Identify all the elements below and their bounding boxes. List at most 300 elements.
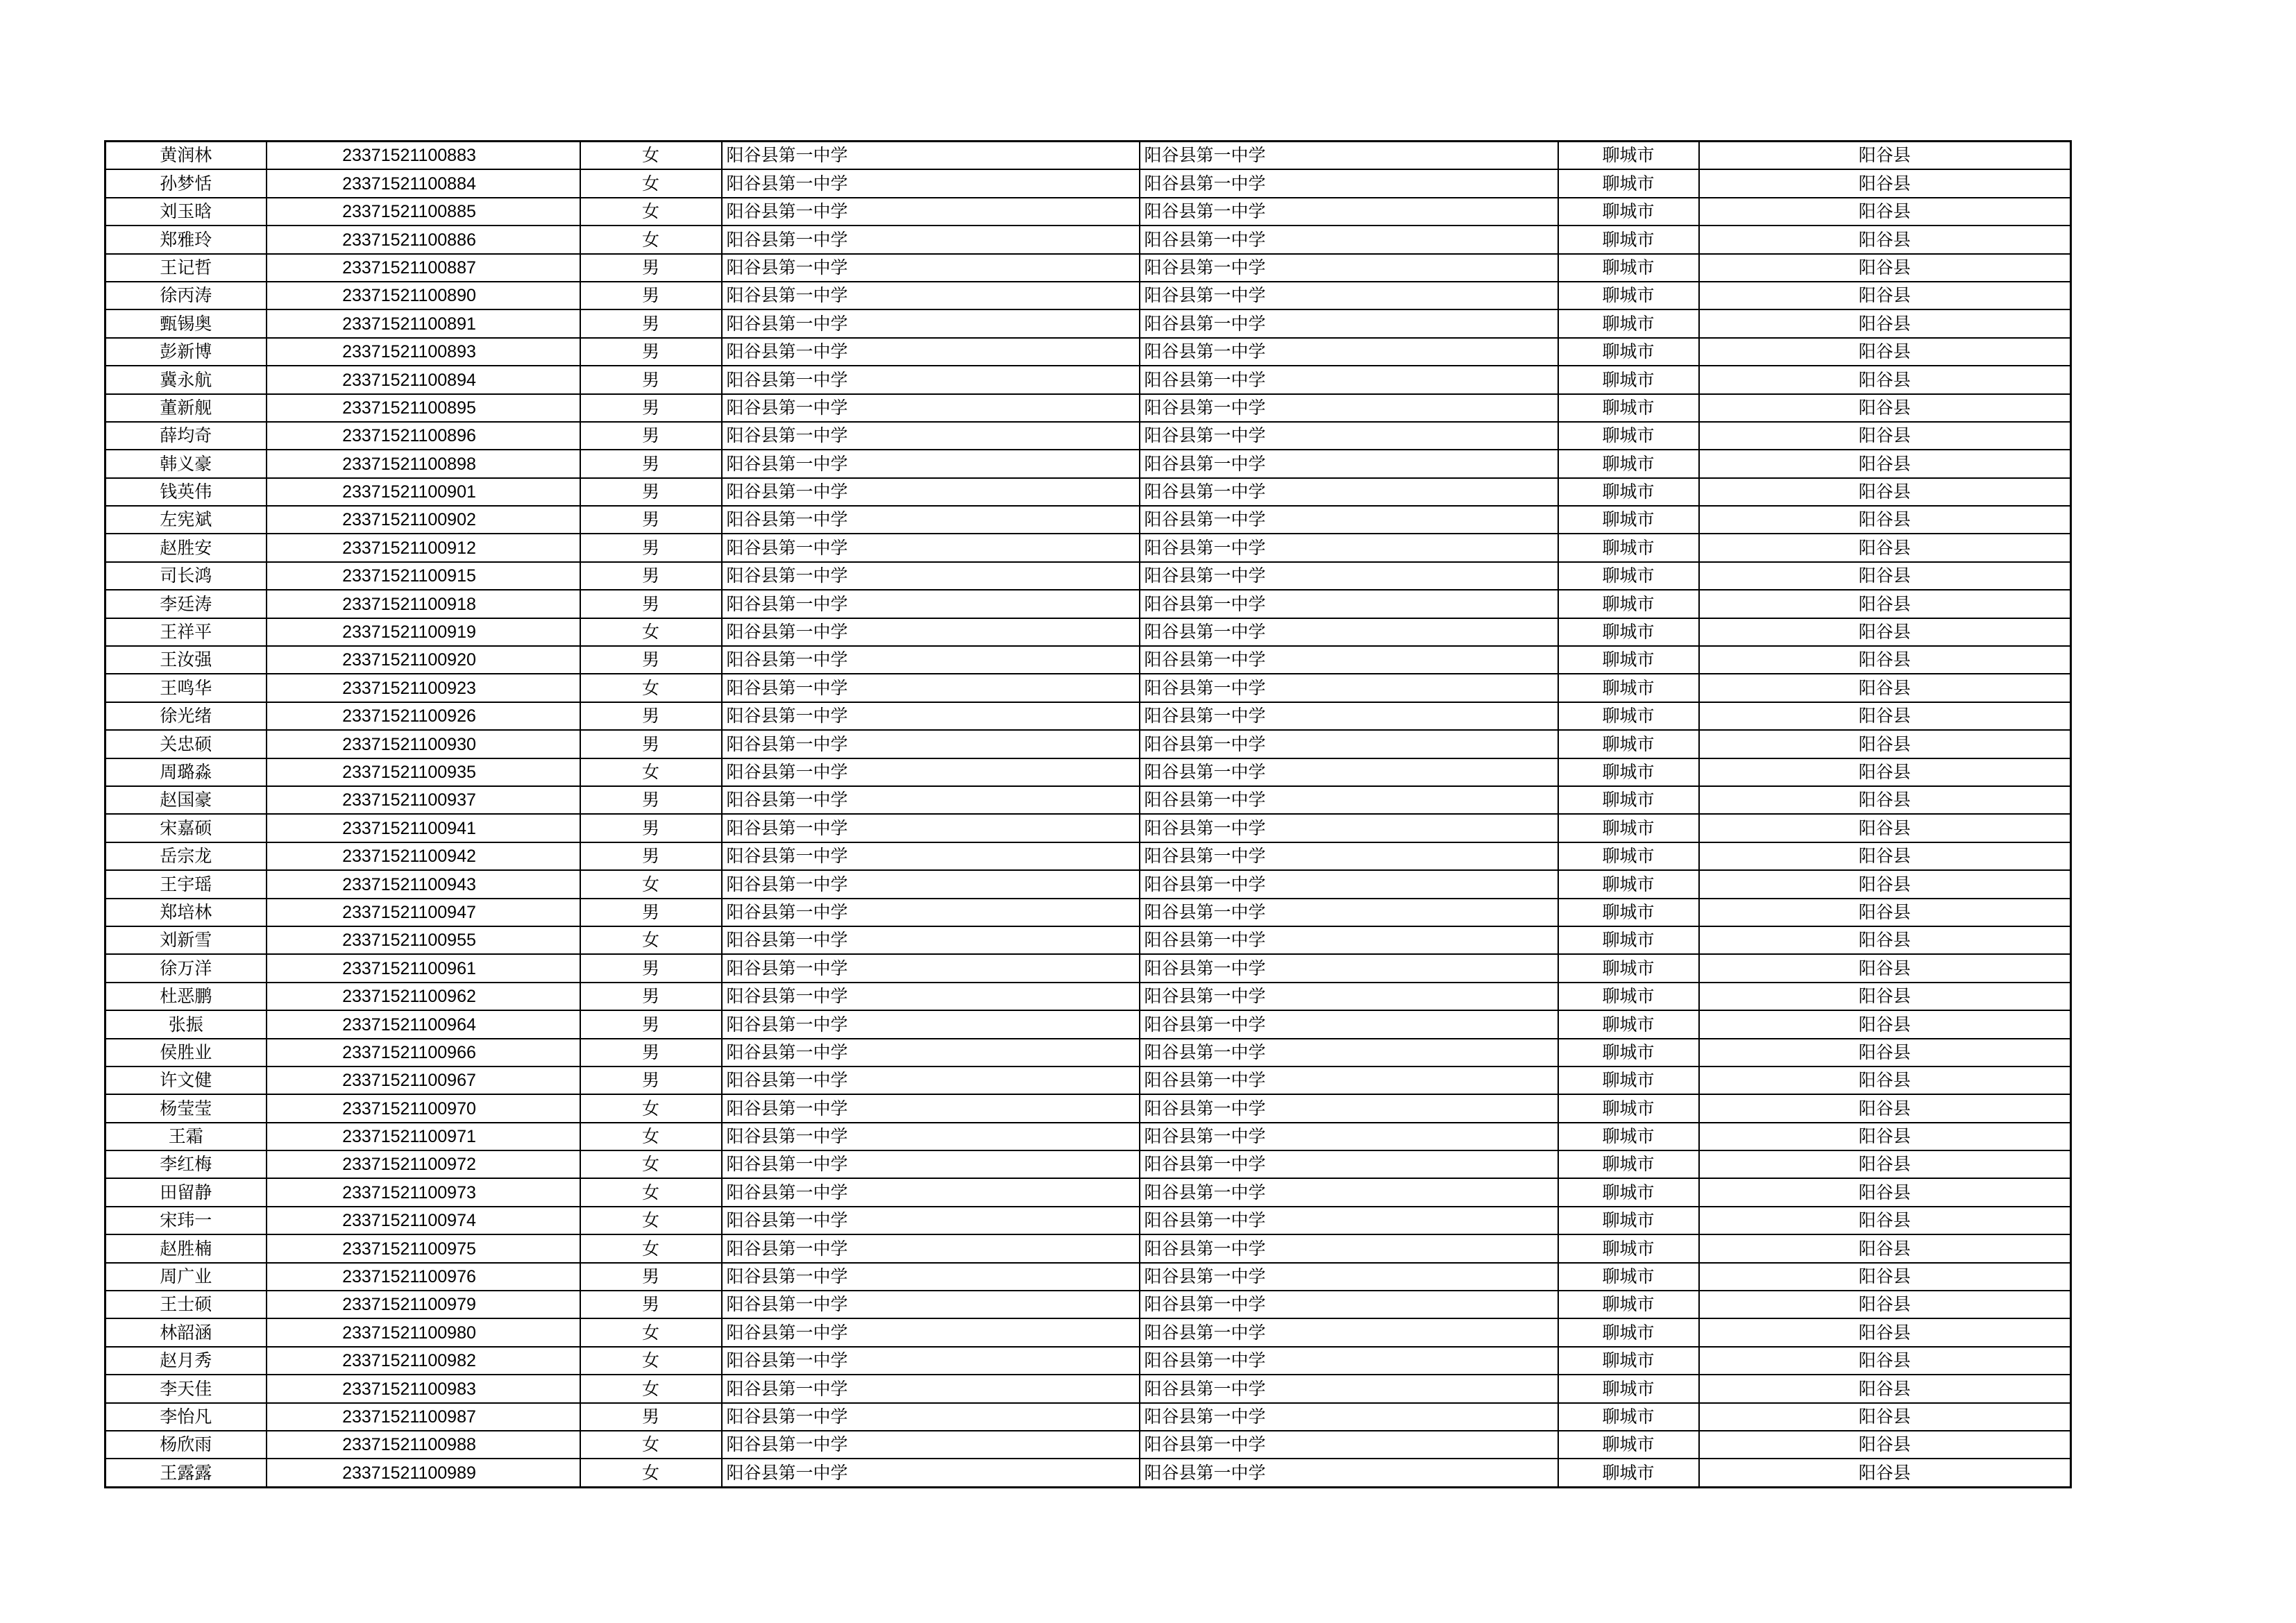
cell-name: 杨莹莹 xyxy=(105,1094,267,1122)
cell-school-2: 阳谷县第一中学 xyxy=(1140,1347,1558,1375)
table-row xyxy=(105,702,2071,730)
table-row xyxy=(105,394,2071,422)
cell-city: 聊城市 xyxy=(1558,618,1699,646)
cell-school-2: 阳谷县第一中学 xyxy=(1140,198,1558,226)
cell-school-2: 阳谷县第一中学 xyxy=(1140,590,1558,618)
cell-school: 阳谷县第一中学 xyxy=(722,1347,1140,1375)
cell-school-2: 阳谷县第一中学 xyxy=(1140,562,1558,590)
cell-exam-id: 23371521100971 xyxy=(267,1123,580,1150)
cell-city: 聊城市 xyxy=(1558,366,1699,393)
cell-gender: 女 xyxy=(580,1318,722,1346)
cell-gender: 男 xyxy=(580,786,722,814)
cell-exam-id: 23371521100896 xyxy=(267,422,580,450)
cell-exam-id: 23371521100893 xyxy=(267,338,580,366)
cell-school: 阳谷县第一中学 xyxy=(722,618,1140,646)
cell-county: 阳谷县 xyxy=(1699,646,2071,674)
cell-school-2: 阳谷县第一中学 xyxy=(1140,814,1558,842)
cell-school: 阳谷县第一中学 xyxy=(722,226,1140,253)
cell-school: 阳谷县第一中学 xyxy=(722,394,1140,422)
cell-county: 阳谷县 xyxy=(1699,1123,2071,1150)
cell-exam-id: 23371521100970 xyxy=(267,1094,580,1122)
cell-name: 赵胜安 xyxy=(105,534,267,561)
cell-name: 徐万洋 xyxy=(105,954,267,982)
cell-county: 阳谷县 xyxy=(1699,954,2071,982)
cell-city: 聊城市 xyxy=(1558,1347,1699,1375)
cell-gender: 男 xyxy=(580,590,722,618)
cell-name: 李天佳 xyxy=(105,1375,267,1402)
cell-county: 阳谷县 xyxy=(1699,1150,2071,1178)
cell-exam-id: 23371521100902 xyxy=(267,506,580,534)
cell-exam-id: 23371521100895 xyxy=(267,394,580,422)
cell-county: 阳谷县 xyxy=(1699,1207,2071,1234)
cell-school-2: 阳谷县第一中学 xyxy=(1140,394,1558,422)
cell-city: 聊城市 xyxy=(1558,198,1699,226)
cell-name: 王露露 xyxy=(105,1459,267,1487)
cell-exam-id: 23371521100989 xyxy=(267,1459,580,1487)
cell-name: 李怡凡 xyxy=(105,1403,267,1431)
table-row xyxy=(105,842,2071,870)
cell-gender: 男 xyxy=(580,954,722,982)
cell-gender: 男 xyxy=(580,983,722,1010)
cell-school: 阳谷县第一中学 xyxy=(722,198,1140,226)
cell-school-2: 阳谷县第一中学 xyxy=(1140,450,1558,477)
cell-school-2: 阳谷县第一中学 xyxy=(1140,534,1558,561)
cell-county: 阳谷县 xyxy=(1699,366,2071,393)
cell-name: 冀永航 xyxy=(105,366,267,393)
cell-exam-id: 23371521100926 xyxy=(267,702,580,730)
cell-school: 阳谷县第一中学 xyxy=(722,1010,1140,1038)
cell-gender: 女 xyxy=(580,1431,722,1459)
cell-gender: 女 xyxy=(580,618,722,646)
cell-school: 阳谷县第一中学 xyxy=(722,1094,1140,1122)
cell-gender: 女 xyxy=(580,674,722,702)
cell-exam-id: 23371521100964 xyxy=(267,1010,580,1038)
cell-school: 阳谷县第一中学 xyxy=(722,1459,1140,1487)
cell-city: 聊城市 xyxy=(1558,506,1699,534)
cell-gender: 男 xyxy=(580,1010,722,1038)
cell-county: 阳谷县 xyxy=(1699,842,2071,870)
cell-county: 阳谷县 xyxy=(1699,142,2071,170)
cell-city: 聊城市 xyxy=(1558,758,1699,786)
cell-exam-id: 23371521100937 xyxy=(267,786,580,814)
cell-exam-id: 23371521100943 xyxy=(267,870,580,898)
cell-school-2: 阳谷县第一中学 xyxy=(1140,842,1558,870)
cell-school-2: 阳谷县第一中学 xyxy=(1140,758,1558,786)
cell-school-2: 阳谷县第一中学 xyxy=(1140,1207,1558,1234)
cell-school-2: 阳谷县第一中学 xyxy=(1140,1150,1558,1178)
cell-gender: 女 xyxy=(580,1150,722,1178)
table-row xyxy=(105,226,2071,253)
cell-school: 阳谷县第一中学 xyxy=(722,1150,1140,1178)
cell-school: 阳谷县第一中学 xyxy=(722,142,1140,170)
cell-school-2: 阳谷县第一中学 xyxy=(1140,702,1558,730)
cell-name: 岳宗龙 xyxy=(105,842,267,870)
cell-city: 聊城市 xyxy=(1558,282,1699,309)
cell-city: 聊城市 xyxy=(1558,702,1699,730)
cell-name: 徐丙涛 xyxy=(105,282,267,309)
table-row xyxy=(105,618,2071,646)
cell-exam-id: 23371521100885 xyxy=(267,198,580,226)
cell-county: 阳谷县 xyxy=(1699,1291,2071,1318)
table-row xyxy=(105,422,2071,450)
cell-school: 阳谷县第一中学 xyxy=(722,1291,1140,1318)
cell-exam-id: 23371521100979 xyxy=(267,1291,580,1318)
table-row xyxy=(105,506,2071,534)
cell-county: 阳谷县 xyxy=(1699,422,2071,450)
cell-county: 阳谷县 xyxy=(1699,926,2071,954)
table-row xyxy=(105,674,2071,702)
cell-school: 阳谷县第一中学 xyxy=(722,1431,1140,1459)
table-row xyxy=(105,1263,2071,1291)
cell-city: 聊城市 xyxy=(1558,1318,1699,1346)
cell-gender: 男 xyxy=(580,562,722,590)
cell-name: 王霜 xyxy=(105,1123,267,1150)
cell-exam-id: 23371521100915 xyxy=(267,562,580,590)
cell-county: 阳谷县 xyxy=(1699,198,2071,226)
cell-name: 薛均奇 xyxy=(105,422,267,450)
cell-exam-id: 23371521100947 xyxy=(267,899,580,926)
cell-city: 聊城市 xyxy=(1558,1094,1699,1122)
cell-county: 阳谷县 xyxy=(1699,786,2071,814)
table-row xyxy=(105,926,2071,954)
cell-name: 郑培林 xyxy=(105,899,267,926)
table-row xyxy=(105,1123,2071,1150)
cell-school-2: 阳谷县第一中学 xyxy=(1140,1178,1558,1206)
cell-school-2: 阳谷县第一中学 xyxy=(1140,899,1558,926)
cell-school: 阳谷县第一中学 xyxy=(722,1375,1140,1402)
cell-gender: 男 xyxy=(580,814,722,842)
table-row xyxy=(105,169,2071,197)
cell-name: 李廷涛 xyxy=(105,590,267,618)
cell-gender: 女 xyxy=(580,1123,722,1150)
cell-county: 阳谷县 xyxy=(1699,478,2071,506)
cell-school: 阳谷县第一中学 xyxy=(722,646,1140,674)
cell-school-2: 阳谷县第一中学 xyxy=(1140,1039,1558,1067)
cell-gender: 女 xyxy=(580,226,722,253)
cell-school: 阳谷县第一中学 xyxy=(722,870,1140,898)
cell-school: 阳谷县第一中学 xyxy=(722,1318,1140,1346)
cell-gender: 女 xyxy=(580,198,722,226)
table-row xyxy=(105,814,2071,842)
cell-county: 阳谷县 xyxy=(1699,983,2071,1010)
cell-county: 阳谷县 xyxy=(1699,1178,2071,1206)
cell-school: 阳谷县第一中学 xyxy=(722,478,1140,506)
table-row xyxy=(105,730,2071,758)
cell-county: 阳谷县 xyxy=(1699,254,2071,282)
cell-school: 阳谷县第一中学 xyxy=(722,1123,1140,1150)
cell-county: 阳谷县 xyxy=(1699,562,2071,590)
table-row xyxy=(105,758,2071,786)
cell-city: 聊城市 xyxy=(1558,954,1699,982)
cell-school-2: 阳谷县第一中学 xyxy=(1140,366,1558,393)
cell-gender: 女 xyxy=(580,169,722,197)
cell-city: 聊城市 xyxy=(1558,590,1699,618)
cell-gender: 女 xyxy=(580,1094,722,1122)
cell-city: 聊城市 xyxy=(1558,169,1699,197)
table-row xyxy=(105,366,2071,393)
cell-exam-id: 23371521100975 xyxy=(267,1234,580,1262)
cell-gender: 男 xyxy=(580,478,722,506)
cell-name: 林韶涵 xyxy=(105,1318,267,1346)
cell-school: 阳谷县第一中学 xyxy=(722,786,1140,814)
cell-name: 彭新博 xyxy=(105,338,267,366)
table-row xyxy=(105,282,2071,309)
student-table xyxy=(104,140,2072,1488)
cell-city: 聊城市 xyxy=(1558,226,1699,253)
table-row xyxy=(105,1431,2071,1459)
cell-school-2: 阳谷县第一中学 xyxy=(1140,786,1558,814)
cell-gender: 男 xyxy=(580,282,722,309)
cell-city: 聊城市 xyxy=(1558,646,1699,674)
cell-exam-id: 23371521100891 xyxy=(267,309,580,337)
cell-gender: 男 xyxy=(580,422,722,450)
cell-gender: 男 xyxy=(580,309,722,337)
cell-county: 阳谷县 xyxy=(1699,1375,2071,1402)
cell-name: 司长鸿 xyxy=(105,562,267,590)
cell-name: 王汝强 xyxy=(105,646,267,674)
table-row xyxy=(105,562,2071,590)
cell-gender: 女 xyxy=(580,926,722,954)
cell-school-2: 阳谷县第一中学 xyxy=(1140,282,1558,309)
table-row xyxy=(105,1375,2071,1402)
cell-name: 甄锡奥 xyxy=(105,309,267,337)
cell-city: 聊城市 xyxy=(1558,1150,1699,1178)
table-row xyxy=(105,1010,2071,1038)
cell-school: 阳谷县第一中学 xyxy=(722,254,1140,282)
cell-name: 宋玮一 xyxy=(105,1207,267,1234)
cell-school-2: 阳谷县第一中学 xyxy=(1140,169,1558,197)
cell-gender: 男 xyxy=(580,338,722,366)
cell-gender: 女 xyxy=(580,1459,722,1487)
cell-school-2: 阳谷县第一中学 xyxy=(1140,983,1558,1010)
cell-school: 阳谷县第一中学 xyxy=(722,758,1140,786)
cell-name: 杜恶鹏 xyxy=(105,983,267,1010)
cell-school: 阳谷县第一中学 xyxy=(722,1403,1140,1431)
table-row xyxy=(105,1318,2071,1346)
cell-school: 阳谷县第一中学 xyxy=(722,562,1140,590)
cell-city: 聊城市 xyxy=(1558,674,1699,702)
cell-gender: 女 xyxy=(580,1375,722,1402)
cell-school: 阳谷县第一中学 xyxy=(722,926,1140,954)
cell-school-2: 阳谷县第一中学 xyxy=(1140,926,1558,954)
cell-exam-id: 23371521100966 xyxy=(267,1039,580,1067)
cell-exam-id: 23371521100898 xyxy=(267,450,580,477)
cell-city: 聊城市 xyxy=(1558,1123,1699,1150)
cell-county: 阳谷县 xyxy=(1699,282,2071,309)
cell-name: 钱英伟 xyxy=(105,478,267,506)
cell-city: 聊城市 xyxy=(1558,899,1699,926)
cell-gender: 女 xyxy=(580,142,722,170)
cell-city: 聊城市 xyxy=(1558,1039,1699,1067)
cell-county: 阳谷县 xyxy=(1699,1039,2071,1067)
cell-school: 阳谷县第一中学 xyxy=(722,1039,1140,1067)
cell-name: 王士硕 xyxy=(105,1291,267,1318)
cell-gender: 男 xyxy=(580,1067,722,1094)
cell-name: 侯胜业 xyxy=(105,1039,267,1067)
table-row xyxy=(105,1039,2071,1067)
cell-name: 田留静 xyxy=(105,1178,267,1206)
cell-city: 聊城市 xyxy=(1558,1010,1699,1038)
table-row xyxy=(105,338,2071,366)
cell-county: 阳谷县 xyxy=(1699,506,2071,534)
cell-school: 阳谷县第一中学 xyxy=(722,983,1140,1010)
cell-school-2: 阳谷县第一中学 xyxy=(1140,226,1558,253)
cell-county: 阳谷县 xyxy=(1699,338,2071,366)
cell-exam-id: 23371521100980 xyxy=(267,1318,580,1346)
cell-school-2: 阳谷县第一中学 xyxy=(1140,618,1558,646)
cell-exam-id: 23371521100930 xyxy=(267,730,580,758)
cell-city: 聊城市 xyxy=(1558,478,1699,506)
table-row xyxy=(105,1207,2071,1234)
cell-exam-id: 23371521100935 xyxy=(267,758,580,786)
cell-gender: 男 xyxy=(580,899,722,926)
table-row xyxy=(105,450,2071,477)
cell-gender: 男 xyxy=(580,1291,722,1318)
cell-school: 阳谷县第一中学 xyxy=(722,1067,1140,1094)
cell-school-2: 阳谷县第一中学 xyxy=(1140,730,1558,758)
cell-name: 郑雅玲 xyxy=(105,226,267,253)
cell-gender: 男 xyxy=(580,842,722,870)
cell-county: 阳谷县 xyxy=(1699,1431,2071,1459)
cell-city: 聊城市 xyxy=(1558,926,1699,954)
cell-city: 聊城市 xyxy=(1558,1431,1699,1459)
cell-city: 聊城市 xyxy=(1558,786,1699,814)
cell-county: 阳谷县 xyxy=(1699,1234,2071,1262)
cell-gender: 男 xyxy=(580,366,722,393)
table-row xyxy=(105,1094,2071,1122)
cell-county: 阳谷县 xyxy=(1699,394,2071,422)
cell-school: 阳谷县第一中学 xyxy=(722,899,1140,926)
cell-exam-id: 23371521100955 xyxy=(267,926,580,954)
cell-exam-id: 23371521100974 xyxy=(267,1207,580,1234)
cell-exam-id: 23371521100884 xyxy=(267,169,580,197)
cell-school-2: 阳谷县第一中学 xyxy=(1140,1431,1558,1459)
table-row xyxy=(105,142,2071,170)
table-row xyxy=(105,954,2071,982)
table-row xyxy=(105,309,2071,337)
cell-gender: 男 xyxy=(580,534,722,561)
cell-school-2: 阳谷县第一中学 xyxy=(1140,870,1558,898)
cell-city: 聊城市 xyxy=(1558,870,1699,898)
cell-county: 阳谷县 xyxy=(1699,702,2071,730)
cell-county: 阳谷县 xyxy=(1699,730,2071,758)
cell-city: 聊城市 xyxy=(1558,394,1699,422)
cell-county: 阳谷县 xyxy=(1699,169,2071,197)
cell-city: 聊城市 xyxy=(1558,338,1699,366)
cell-name: 韩义豪 xyxy=(105,450,267,477)
cell-name: 王祥平 xyxy=(105,618,267,646)
cell-city: 聊城市 xyxy=(1558,534,1699,561)
cell-school-2: 阳谷县第一中学 xyxy=(1140,1403,1558,1431)
cell-county: 阳谷县 xyxy=(1699,1067,2071,1094)
cell-city: 聊城市 xyxy=(1558,562,1699,590)
cell-name: 宋嘉硕 xyxy=(105,814,267,842)
cell-school: 阳谷县第一中学 xyxy=(722,1178,1140,1206)
cell-county: 阳谷县 xyxy=(1699,1318,2071,1346)
cell-school-2: 阳谷县第一中学 xyxy=(1140,422,1558,450)
table-row xyxy=(105,534,2071,561)
cell-city: 聊城市 xyxy=(1558,983,1699,1010)
cell-name: 赵国豪 xyxy=(105,786,267,814)
cell-school: 阳谷县第一中学 xyxy=(722,954,1140,982)
cell-school-2: 阳谷县第一中学 xyxy=(1140,1067,1558,1094)
cell-city: 聊城市 xyxy=(1558,1234,1699,1262)
cell-school-2: 阳谷县第一中学 xyxy=(1140,254,1558,282)
cell-name: 刘玉晗 xyxy=(105,198,267,226)
cell-name: 王记哲 xyxy=(105,254,267,282)
cell-city: 聊城市 xyxy=(1558,1263,1699,1291)
cell-city: 聊城市 xyxy=(1558,814,1699,842)
cell-city: 聊城市 xyxy=(1558,842,1699,870)
table-row xyxy=(105,870,2071,898)
cell-school: 阳谷县第一中学 xyxy=(722,1263,1140,1291)
cell-name: 徐光绪 xyxy=(105,702,267,730)
cell-exam-id: 23371521100983 xyxy=(267,1375,580,1402)
cell-school: 阳谷县第一中学 xyxy=(722,702,1140,730)
cell-county: 阳谷县 xyxy=(1699,226,2071,253)
cell-school: 阳谷县第一中学 xyxy=(722,1207,1140,1234)
cell-school-2: 阳谷县第一中学 xyxy=(1140,674,1558,702)
cell-school-2: 阳谷县第一中学 xyxy=(1140,1263,1558,1291)
cell-exam-id: 23371521100976 xyxy=(267,1263,580,1291)
cell-name: 黄润林 xyxy=(105,142,267,170)
cell-city: 聊城市 xyxy=(1558,422,1699,450)
cell-school: 阳谷县第一中学 xyxy=(722,338,1140,366)
cell-school: 阳谷县第一中学 xyxy=(722,674,1140,702)
cell-gender: 男 xyxy=(580,1263,722,1291)
cell-school-2: 阳谷县第一中学 xyxy=(1140,1291,1558,1318)
cell-school: 阳谷县第一中学 xyxy=(722,169,1140,197)
cell-exam-id: 23371521100942 xyxy=(267,842,580,870)
cell-exam-id: 23371521100982 xyxy=(267,1347,580,1375)
cell-name: 王鸣华 xyxy=(105,674,267,702)
cell-name: 许文健 xyxy=(105,1067,267,1094)
cell-exam-id: 23371521100901 xyxy=(267,478,580,506)
cell-school-2: 阳谷县第一中学 xyxy=(1140,506,1558,534)
cell-county: 阳谷县 xyxy=(1699,674,2071,702)
cell-exam-id: 23371521100918 xyxy=(267,590,580,618)
cell-gender: 女 xyxy=(580,1178,722,1206)
table-row xyxy=(105,1150,2071,1178)
cell-school-2: 阳谷县第一中学 xyxy=(1140,1318,1558,1346)
cell-exam-id: 23371521100890 xyxy=(267,282,580,309)
cell-school-2: 阳谷县第一中学 xyxy=(1140,1234,1558,1262)
table-row xyxy=(105,786,2071,814)
table-row xyxy=(105,1178,2071,1206)
cell-county: 阳谷县 xyxy=(1699,618,2071,646)
table-row xyxy=(105,983,2071,1010)
cell-gender: 男 xyxy=(580,394,722,422)
cell-exam-id: 23371521100973 xyxy=(267,1178,580,1206)
cell-exam-id: 23371521100972 xyxy=(267,1150,580,1178)
cell-city: 聊城市 xyxy=(1558,309,1699,337)
cell-county: 阳谷县 xyxy=(1699,534,2071,561)
cell-exam-id: 23371521100887 xyxy=(267,254,580,282)
cell-county: 阳谷县 xyxy=(1699,814,2071,842)
cell-name: 孙梦恬 xyxy=(105,169,267,197)
table-row xyxy=(105,1234,2071,1262)
table-row xyxy=(105,1459,2071,1487)
cell-school: 阳谷县第一中学 xyxy=(722,450,1140,477)
cell-school-2: 阳谷县第一中学 xyxy=(1140,1459,1558,1487)
cell-name: 关忠硕 xyxy=(105,730,267,758)
cell-gender: 男 xyxy=(580,1039,722,1067)
cell-county: 阳谷县 xyxy=(1699,450,2071,477)
cell-county: 阳谷县 xyxy=(1699,870,2071,898)
cell-school-2: 阳谷县第一中学 xyxy=(1140,1010,1558,1038)
cell-exam-id: 23371521100962 xyxy=(267,983,580,1010)
cell-exam-id: 23371521100920 xyxy=(267,646,580,674)
